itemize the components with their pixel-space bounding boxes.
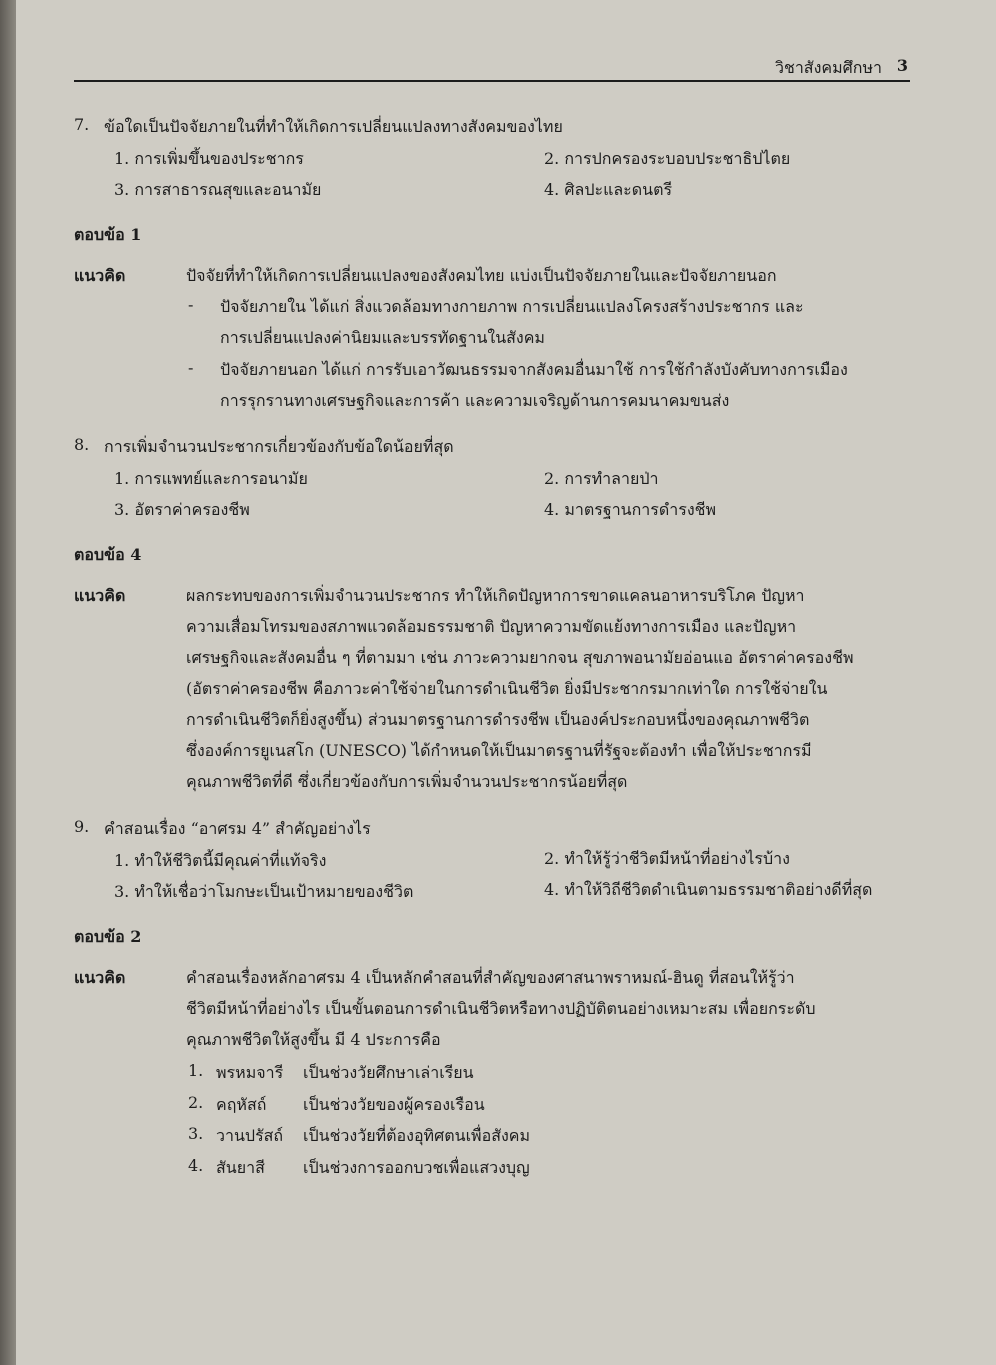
stage-description: เป็นช่วงวัยที่ต้องอุทิศตนเพื่อสังคม [303,1126,531,1145]
explanation-line-5: การดำเนินชีวิตก็ยิ่งสูงขึ้น) ส่วนมาตรฐานการดำรงชีพ เป็นองค์ประกอบหนึ่งของคุณภาพชีวิต [186,710,810,729]
header-subject-title: วิชาสังคมศึกษา [774,58,882,77]
option-2: 2. ทำให้รู้ว่าชีวิตมีหน้าที่อย่างไรบ้าง [544,849,790,868]
stage-name: พรหมจารี [216,1063,284,1082]
bullet-dash: - [188,358,194,377]
option-4: 4. มาตรฐานการดำรงชีพ [544,500,717,519]
explanation-line-1: ผลกระทบของการเพิ่มจำนวนประชากร ทำให้เกิดปัญหาการขาดแคลนอาหารบริโภค ปัญหา [186,586,805,605]
explanation-label: แนวคิด [74,586,126,605]
question-text: คำสอนเรื่อง “อาศรม 4” สำคัญอย่างไร [104,819,371,838]
stage-number: 4. [188,1156,204,1175]
bullet-internal-factors-line-1: ปัจจัยภายใน ได้แก่ สิ่งแวดล้อมทางกายภาพ การเปลี่ยนแปลงโครงสร้างประชากร และ [220,297,804,316]
page-edge-shadow [0,0,16,1365]
page-number: 3 [896,56,908,75]
question-number: 9. [74,817,90,836]
question-text: ข้อใดเป็นปัจจัยภายในที่ทำให้เกิดการเปลี่ยนแปลงทางสังคมของไทย [104,117,563,136]
bullet-external-factors-line-1: ปัจจัยภายนอก ได้แก่ การรับเอาวัฒนธรรมจากสังคมอื่นมาใช้ การใช้กำลังบังคับทางการเมือง [220,360,848,379]
option-1: 1. การเพิ่มขึ้นของประชากร [114,149,304,168]
explanation-line-4: (อัตราค่าครองชีพ คือภาวะค่าใช้จ่ายในการดำเนินชีวิต ยิ่งมีประชากรมากเท่าใด การใช้จ่ายใน [186,679,828,698]
option-2: 2. การทำลายป่า [544,469,659,488]
explanation-line-3: เศรษฐกิจและสังคมอื่น ๆ ที่ตามมา เช่น ภาวะความยากจน สุขภาพอนามัยอ่อนแอ อัตราค่าครองชีพ [186,648,854,667]
explanation-line-7: คุณภาพชีวิตที่ดี ซึ่งเกี่ยวข้องกับการเพิ่มจำนวนประชากรน้อยที่สุด [186,772,628,791]
stage-number: 2. [188,1093,204,1112]
stage-name: วานปรัสถ์ [216,1126,284,1145]
option-3: 3. การสาธารณสุขและอนามัย [114,180,322,199]
stage-description: เป็นช่วงวัยของผู้ครองเรือน [303,1095,485,1114]
document-page [16,0,996,1365]
explanation-line-1: คำสอนเรื่องหลักอาศรม 4 เป็นหลักคำสอนที่สำคัญของศาสนาพราหมณ์-ฮินดู ที่สอนให้รู้ว่า [186,968,795,987]
explanation-intro: ปัจจัยที่ทำให้เกิดการเปลี่ยนแปลงของสังคมไทย แบ่งเป็นปัจจัยภายในและปัจจัยภายนอก [186,266,777,285]
explanation-label: แนวคิด [74,968,126,987]
option-1: 1. การแพทย์และการอนามัย [114,469,308,488]
bullet-dash: - [188,295,194,314]
question-text: การเพิ่มจำนวนประชากรเกี่ยวข้องกับข้อใดน้อยที่สุด [104,437,454,456]
bullet-external-factors-line-2: การรุกรานทางเศรษฐกิจและการค้า และความเจริญด้านการคมนาคมขนส่ง [220,391,730,410]
stage-description: เป็นช่วงวัยศึกษาเล่าเรียน [303,1063,474,1082]
option-2: 2. การปกครองระบอบประชาธิปไตย [544,149,791,168]
stage-name: คฤหัสถ์ [216,1095,267,1114]
option-3: 3. ทำให้เชื่อว่าโมกษะเป็นเป้าหมายของชีวิต [114,882,414,901]
question-number: 7. [74,115,90,134]
option-1: 1. ทำให้ชีวิตนี้มีคุณค่าที่แท้จริง [114,851,327,870]
answer-heading: ตอบข้อ 1 [74,225,142,244]
stage-name: สันยาสี [216,1158,265,1177]
answer-heading: ตอบข้อ 2 [74,927,142,946]
option-3: 3. อัตราค่าครองชีพ [114,500,250,519]
question-number: 8. [74,435,90,454]
stage-description: เป็นช่วงการออกบวชเพื่อแสวงบุญ [303,1158,530,1177]
stage-number: 1. [188,1061,204,1080]
stage-number: 3. [188,1124,204,1143]
option-4: 4. ทำให้วิถีชีวิตดำเนินตามธรรมชาติอย่างดีที่สุด [544,880,873,899]
explanation-line-3: คุณภาพชีวิตให้สูงขึ้น มี 4 ประการคือ [186,1030,441,1049]
page-header [74,50,910,82]
explanation-line-2: ชีวิตมีหน้าที่อย่างไร เป็นขั้นตอนการดำเนินชีวิตหรือทางปฏิบัติตนอย่างเหมาะสม เพื่อยกระดับ [186,999,816,1018]
explanation-label: แนวคิด [74,266,126,285]
option-4: 4. ศิลปะและดนตรี [544,180,673,199]
explanation-line-6: ซึ่งองค์การยูเนสโก (UNESCO) ได้กำหนดให้เป็นมาตรฐานที่รัฐจะต้องทำ เพื่อให้ประชากรมี [186,741,812,760]
explanation-line-2: ความเสื่อมโทรมของสภาพแวดล้อมธรรมชาติ ปัญหาความขัดแย้งทางการเมือง และปัญหา [186,617,797,636]
bullet-internal-factors-line-2: การเปลี่ยนแปลงค่านิยมและบรรทัดฐานในสังคม [220,328,545,347]
answer-heading: ตอบข้อ 4 [74,545,142,564]
